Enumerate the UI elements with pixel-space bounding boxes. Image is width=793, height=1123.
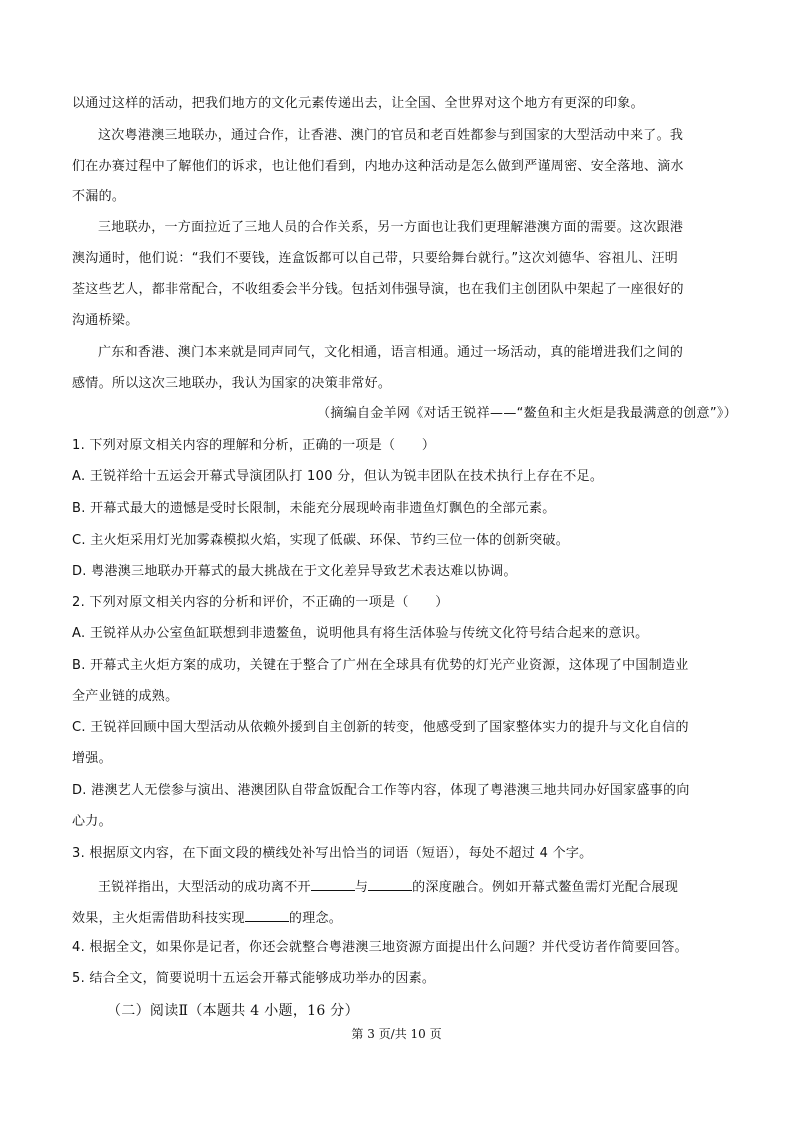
paragraph-line: 不漏的。 [72, 189, 126, 204]
fill-text: 效果，主火炬需借助科技实现 [72, 911, 245, 926]
answer-blank-2[interactable] [368, 877, 412, 891]
paragraph-line: 荃这些艺人，都非常配合，不收组委会半分钱。包括刘伟强导演，也在我们主创团队中架起了一座很好的 [72, 282, 684, 297]
question-2-option-d: D. 港澳艺人无偿参与演出、港澳团队自带盒饭配合工作等内容，体现了粤港澳三地共同办好国家盛事的向 [72, 783, 690, 798]
fill-text: 与 [354, 880, 369, 895]
question-2-stem: 2. 下列对原文相关内容的分析和评价，不正确的一项是（ ） [72, 595, 449, 610]
paragraph-line: 们在办赛过程中了解他们的诉求，也让他们看到，内地办这种活动是怎么做到严谨周密、安全落地、滴水 [72, 159, 684, 174]
paragraph-line: 三地联办，一方面拉近了三地人员的合作关系，另一方面也让我们更理解港澳方面的需要。这次跟港 [98, 220, 684, 235]
paragraph-line: 感情。所以这次三地联办，我认为国家的决策非常好。 [72, 376, 392, 391]
question-4: 4. 根据全文，如果你是记者，你还会就整合粤港澳三地资源方面提出什么问题？并代受访者作简要回答。 [72, 940, 688, 955]
question-2-option-c-cont: 增强。 [72, 751, 112, 766]
fill-text: 的深度融合。例如开幕式鳌鱼需灯光配合展现 [412, 880, 679, 895]
question-1-option-b: B. 开幕式最大的遗憾是受时长限制，未能充分展现岭南非遗鱼灯飘色的全部元素。 [72, 501, 556, 516]
fill-blank-passage-line2 [72, 908, 342, 928]
answer-blank-3[interactable] [245, 908, 289, 922]
paragraph-line: 澳沟通时，他们说：“我们不要钱，连盒饭都可以自己带，只要给舞台就行。”这次刘德华、容祖儿、汪明 [72, 251, 679, 266]
section-heading: （二）阅读Ⅱ（本题共 4 小题，16 分） [107, 1003, 359, 1019]
fill-text: 的理念。 [288, 911, 343, 926]
fill-text: 王锐祥指出，大型活动的成功离不开 [98, 880, 311, 895]
paragraph-line: 沟通桥梁。 [72, 313, 139, 328]
paragraph-line: 以通过这样的活动，把我们地方的文化元素传递出去，让全国、全世界对这个地方有更深的印象。 [72, 96, 644, 111]
question-2-option-c: C. 王锐祥回顾中国大型活动从依赖外援到自主创新的转变，他感受到了国家整体实力的提升与文化自信的 [72, 720, 689, 735]
question-1-option-d: D. 粤港澳三地联办开幕式的最大挑战在于文化差异导致艺术表达难以协调。 [72, 564, 517, 579]
question-1-option-c: C. 主火炬采用灯光加雾森模拟火焰，实现了低碳、环保、节约三位一体的创新突破。 [72, 533, 570, 548]
question-5: 5. 结合全文，简要说明十五运会开幕式能够成功举办的因素。 [72, 971, 436, 986]
paragraph-line: 广东和香港、澳门本来就是同声同气，文化相通，语言相通。通过一场活动，真的能增进我们之间的 [98, 345, 684, 360]
source-citation: （摘编自金羊网《对话王锐祥——“鳌鱼和主火炬是我最满意的创意”》） [317, 406, 737, 421]
paragraph-line: 这次粤港澳三地联办，通过合作，让香港、澳门的官员和老百姓都参与到国家的大型活动中来了。我 [98, 128, 684, 143]
question-2-option-b-cont: 全产业链的成熟。 [72, 689, 179, 704]
fill-blank-passage-line1 [98, 877, 678, 897]
question-2-option-a: A. 王锐祥从办公室鱼缸联想到非遗鳌鱼，说明他具有将生活体验与传统文化符号结合起来的意识。 [72, 626, 649, 641]
question-2-option-b: B. 开幕式主火炬方案的成功，关键在于整合了广州在全球具有优势的灯光产业资源，这体现了中国制造业 [72, 658, 689, 673]
page-footer: 第 3 页/共 10 页 [351, 1027, 442, 1041]
question-1-option-a: A. 王锐祥给十五运会开幕式导演团队打 100 分，但认为锐丰团队在技术执行上存在不足。 [72, 469, 604, 484]
question-3-stem: 3. 根据原文内容，在下面文段的横线处补写出恰当的词语（短语），每处不超过 4 个字。 [72, 846, 593, 861]
answer-blank-1[interactable] [311, 877, 355, 891]
question-1-stem: 1. 下列对原文相关内容的理解和分析，正确的一项是（ ） [72, 438, 436, 453]
question-2-option-d-cont: 心力。 [72, 814, 112, 829]
